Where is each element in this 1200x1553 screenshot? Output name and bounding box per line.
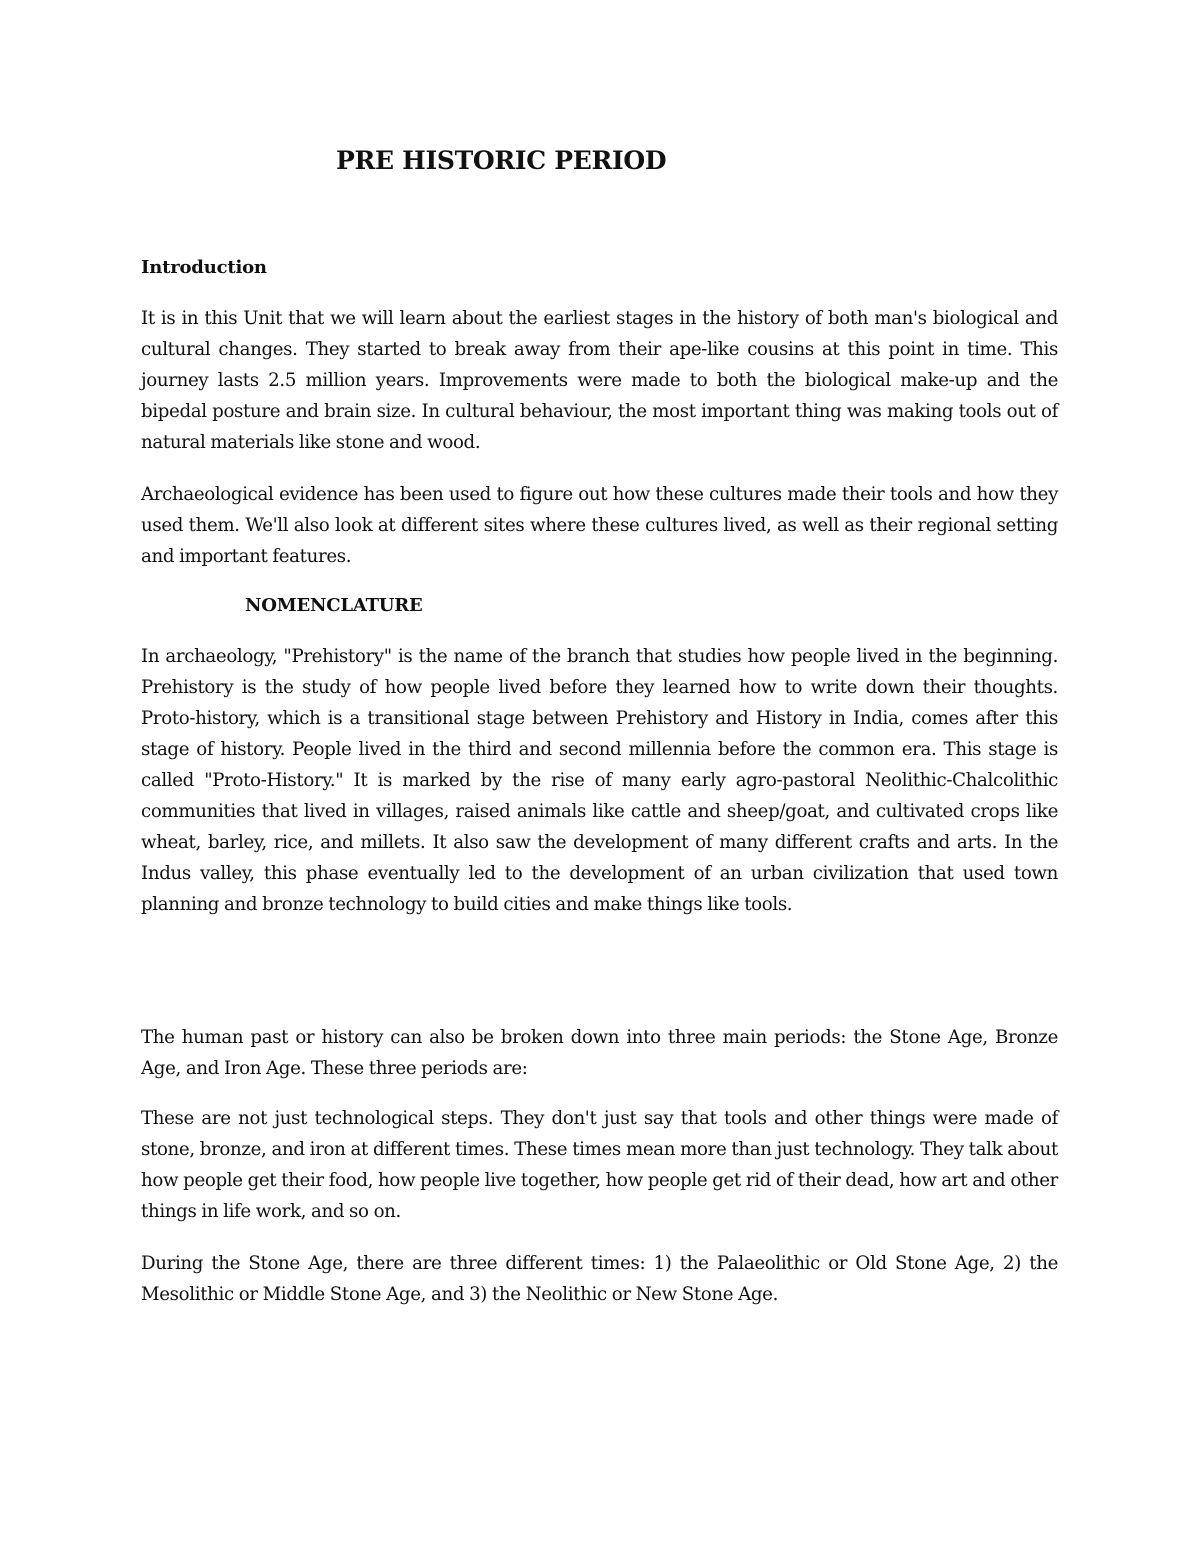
- intro-paragraph-1: It is in this Unit that we will learn about the earliest stages in the history of both man's biological and cultural changes. They started to break away from their ape-like cousins at this point in time. This journey lasts 2.5 million years. Improvements were made to both the biological make-up and the bipedal posture and brain size. In cultural behaviour, the most important thing was making tools out of natural materials like stone and wood.: [141, 308, 1058, 453]
- periods-paragraph-3: During the Stone Age, there are three different times: 1) the Palaeolithic or Old Stone Age, 2) the Mesolithic or Middle Stone Age, and 3) the Neolithic or New Stone Age.: [141, 1253, 1058, 1305]
- page-title: PRE HISTORIC PERIOD: [336, 146, 667, 175]
- periods-paragraph-1: The human past or history can also be broken down into three main periods: the Stone Age, Bronze Age, and Iron Age. These three periods are:: [141, 1027, 1058, 1079]
- intro-heading: Introduction: [141, 257, 267, 278]
- intro-paragraph-2: Archaeological evidence has been used to figure out how these cultures made their tools and how they used them. We'll also look at different sites where these cultures lived, as well as their regional setting and important features.: [141, 484, 1058, 567]
- nomenclature-heading: NOMENCLATURE: [245, 595, 423, 616]
- periods-paragraph-2: These are not just technological steps. They don't just say that tools and other things were made of stone, bronze, and iron at different times. These times mean more than just technology. They talk about how people get their food, how people live together, how people get rid of their dead, how art and other things in life work, and so on.: [141, 1108, 1058, 1222]
- nomenclature-paragraph: In archaeology, "Prehistory" is the name of the branch that studies how people lived in the beginning. Prehistory is the study of how people lived before they learned how to write down their thoughts. Proto-history, which is a transitional stage between Prehistory and History in India, comes after this stage of history. People lived in the third and second millennia before the common era. This stage is called "Proto-History." It is marked by the rise of many early agro-pastoral Neolithic-Chalcolithic communities that lived in villages, raised animals like cattle and sheep/goat, and cultivated crops like wheat, barley, rice, and millets. It also saw the development of many different crafts and arts. In the Indus valley, this phase eventually led to the development of an urban civilization that used town planning and bronze technology to build cities and make things like tools.: [141, 646, 1058, 915]
